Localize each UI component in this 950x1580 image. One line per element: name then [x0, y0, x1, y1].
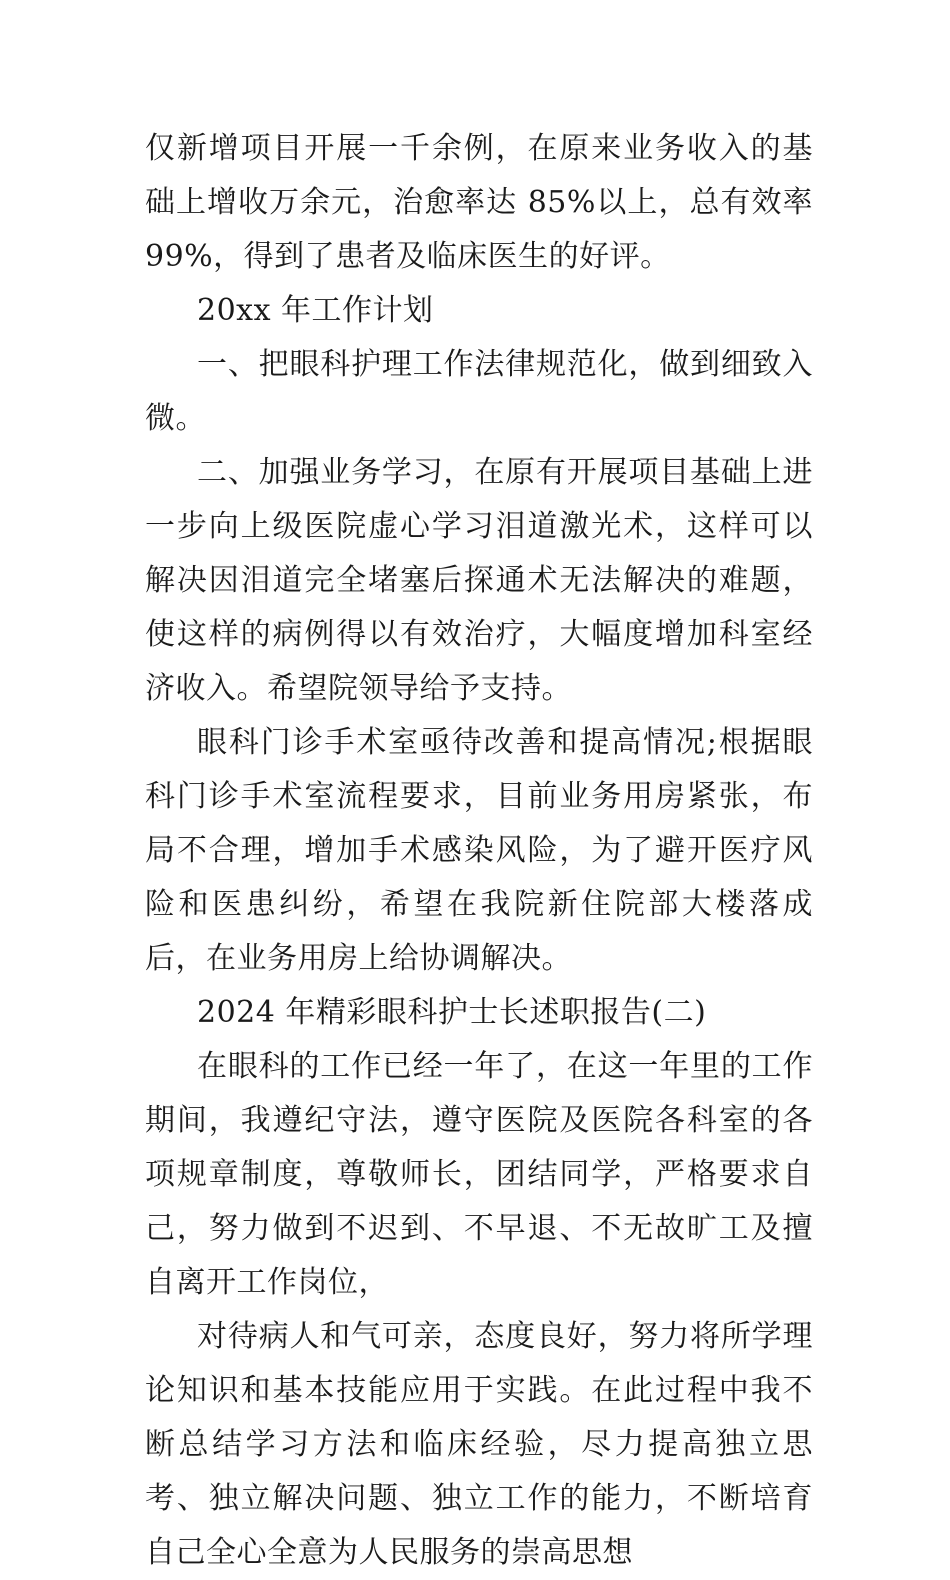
paragraph-results-summary: 仅新增项目开展一千余例，在原来业务收入的基础上增收万余元，治愈率达 85%以上，总有效率 99%，得到了患者及临床医生的好评。 [145, 131, 813, 274]
heading-report-2: 2024 年精彩眼科护士长述职报告(二) [197, 995, 707, 1030]
plan-item-2: 二、加强业务学习，在原有开展项目基础上进一步向上级医院虚心学习泪道激光术，这样可以解决因泪道完全堵塞后探通术无法解决的难题，使这样的病例得以有效治疗，大幅度增加科室经济收入。希望院领导给予支持。 [145, 455, 813, 706]
heading-work-plan: 20xx 年工作计划 [197, 293, 434, 328]
paragraph-year-review: 在眼科的工作已经一年了，在这一年里的工作期间，我遵纪守法，遵守医院及医院各科室的各项规章制度，尊敬师长，团结同学，严格要求自己，努力做到不迟到、不早退、不无故旷工及擅自离开工作岗位， [145, 1049, 813, 1300]
paragraph-operating-room: 眼科门诊手术室亟待改善和提高情况;根据眼科门诊手术室流程要求，目前业务用房紧张，布局不合理，增加手术感染风险，为了避开医疗风险和医患纠纷，希望在我院新住院部大楼落成后，在业务用房上给协调解决。 [145, 725, 813, 976]
document-body [145, 122, 813, 1580]
plan-item-1: 一、把眼科护理工作法律规范化，做到细致入微。 [145, 347, 813, 436]
paragraph-patient-care: 对待病人和气可亲，态度良好，努力将所学理论知识和基本技能应用于实践。在此过程中我不断总结学习方法和临床经验，尽力提高独立思考、独立解决问题、独立工作的能力，不断培育自己全心全意为人民服务的崇高思想 [145, 1319, 813, 1570]
